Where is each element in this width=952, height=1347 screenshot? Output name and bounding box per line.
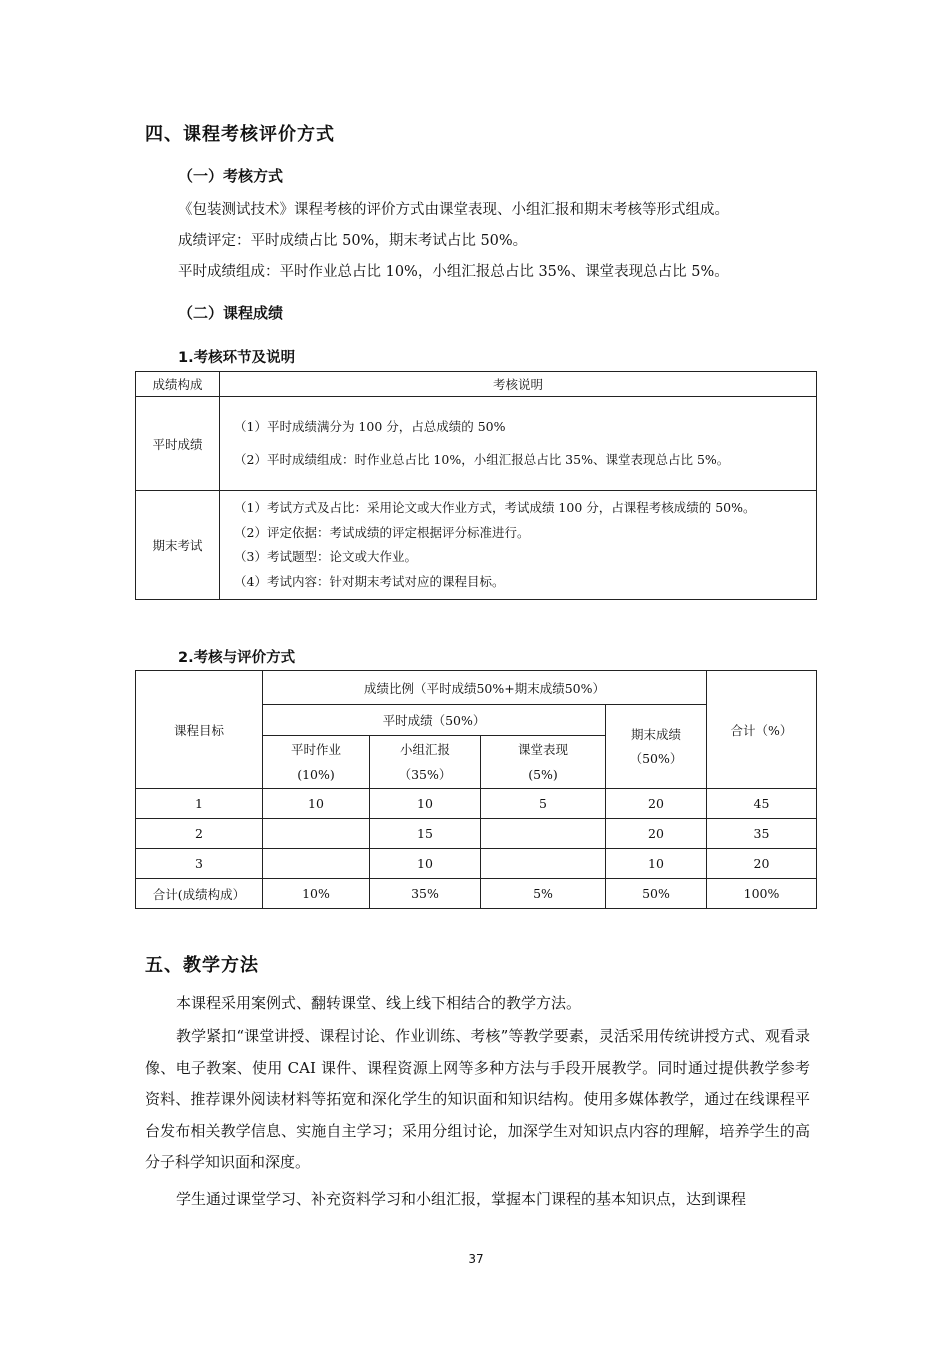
teaching-method-paragraph: 本课程采用案例式、翻转课堂、线上线下相结合的教学方法。	[176, 994, 582, 1012]
usual-grade-notes	[220, 397, 817, 491]
evaluation-table	[135, 670, 817, 909]
section-4-heading: 四、课程考核评价方式	[145, 124, 335, 145]
header-group-report	[370, 736, 481, 789]
header-homework-label: 平时作业	[290, 742, 341, 757]
table-row	[136, 397, 817, 491]
cell-final: 20	[606, 819, 707, 849]
cell-group: 10	[370, 849, 481, 879]
cell-total: 100%	[707, 879, 817, 909]
header-final-label: 期末成绩	[630, 726, 681, 742]
cell-homework	[263, 819, 370, 849]
note-line: （1）考试方式及占比：采用论文或大作业方式，考试成绩 100 分，占课程考核成绩的 50%。	[234, 500, 756, 515]
row-label-usual-grade: 平时成绩	[136, 397, 220, 491]
table-1-caption: 1.考核环节及说明	[178, 350, 296, 366]
subsection-course-grade-heading: （二）课程成绩	[178, 304, 284, 322]
table-total-row	[136, 879, 817, 909]
cell-class	[481, 849, 606, 879]
cell-goal: 合计(成绩构成）	[136, 879, 263, 909]
header-class-label: 课堂表现	[517, 742, 568, 757]
cell-homework: 10	[263, 789, 370, 819]
header-usual-grade: 平时成绩（50%）	[263, 705, 606, 736]
cell-homework	[263, 849, 370, 879]
cell-total: 35	[707, 819, 817, 849]
header-total: 合计（%）	[707, 671, 817, 789]
cell-group: 10	[370, 789, 481, 819]
header-final-grade	[606, 705, 707, 789]
cell-class: 5	[481, 789, 606, 819]
header-class-performance	[481, 736, 606, 789]
table-2-caption: 2.考核与评价方式	[178, 650, 296, 666]
note-line: （2）评定依据：考试成绩的评定根据评分标准进行。	[234, 524, 530, 540]
header-final-percent: （50%）	[629, 750, 683, 766]
table-row	[136, 789, 817, 819]
teaching-method-paragraph: 学生通过课堂学习、补充资料学习和小组汇报，掌握本门课程的基本知识点，达到课程	[176, 1190, 747, 1208]
cell-homework: 10%	[263, 879, 370, 909]
cell-goal: 1	[136, 789, 263, 819]
table-row	[136, 491, 817, 600]
cell-group: 15	[370, 819, 481, 849]
cell-total: 45	[707, 789, 817, 819]
page-number: 37	[468, 1252, 484, 1266]
subsection-assessment-method-heading: （一）考核方式	[178, 167, 284, 185]
header-grade-composition: 成绩构成	[136, 372, 220, 397]
header-group-label: 小组汇报	[399, 742, 450, 757]
cell-goal: 2	[136, 819, 263, 849]
header-grade-ratio: 成绩比例（平时成绩50%+期末成绩50%）	[263, 671, 707, 705]
header-group-percent: （35%）	[398, 767, 452, 782]
note-line: （2）平时成绩组成：时作业总占比 10%，小组汇报总占比 35%、课堂表现总占比 5%。	[234, 451, 730, 467]
cell-class: 5%	[481, 879, 606, 909]
cell-final: 50%	[606, 879, 707, 909]
header-course-goal: 课程目标	[136, 671, 263, 789]
teaching-method-paragraph: 教学紧扣“课堂讲授、课程讨论、作业训练、考核”等教学要素，灵活采用传统讲授方式、观看录像、电子教案、使用 CAI 课件、课程资源上网等多种方法与手段开展教学。同时通过提供教学参考资料、推荐课外阅读材料等拓宽和深化学生的知识面和知识结构。使用多媒体教学，通过在线课程平台发布相关教学信息、实施自主学习；采用分组讨论，加深学生对知识点内容的理解，培养学生的高分子科学知识面和深度。	[145, 1027, 810, 1171]
note-line: （4）考试内容：针对期末考试对应的课程目标。	[234, 573, 505, 589]
final-exam-notes	[220, 491, 817, 600]
header-assessment-notes: 考核说明	[220, 372, 817, 397]
note-line: （1）平时成绩满分为 100 分，占总成绩的 50%	[234, 419, 506, 434]
cell-final: 20	[606, 789, 707, 819]
table-header-row	[136, 671, 817, 705]
cell-total: 20	[707, 849, 817, 879]
row-label-final-exam: 期末考试	[136, 491, 220, 600]
header-class-percent: (5%)	[528, 767, 558, 782]
header-homework	[263, 736, 370, 789]
assessment-line-2: 成绩评定：平时成绩占比 50%，期末考试占比 50%。	[178, 233, 528, 249]
note-line: （3）考试题型：论文或大作业。	[234, 549, 417, 564]
table-row	[136, 849, 817, 879]
cell-group: 35%	[370, 879, 481, 909]
section-5-heading: 五、教学方法	[145, 955, 259, 976]
header-homework-percent: (10%)	[297, 767, 335, 782]
table-header-row	[136, 372, 817, 397]
cell-final: 10	[606, 849, 707, 879]
assessment-line-1: 《包装测试技术》课程考核的评价方式由课堂表现、小组汇报和期末考核等形式组成。	[178, 202, 729, 218]
cell-goal: 3	[136, 849, 263, 879]
table-row	[136, 819, 817, 849]
cell-class	[481, 819, 606, 849]
assessment-table	[135, 371, 817, 600]
assessment-line-3: 平时成绩组成：平时作业总占比 10%，小组汇报总占比 35%、课堂表现总占比 5%。	[178, 264, 729, 280]
